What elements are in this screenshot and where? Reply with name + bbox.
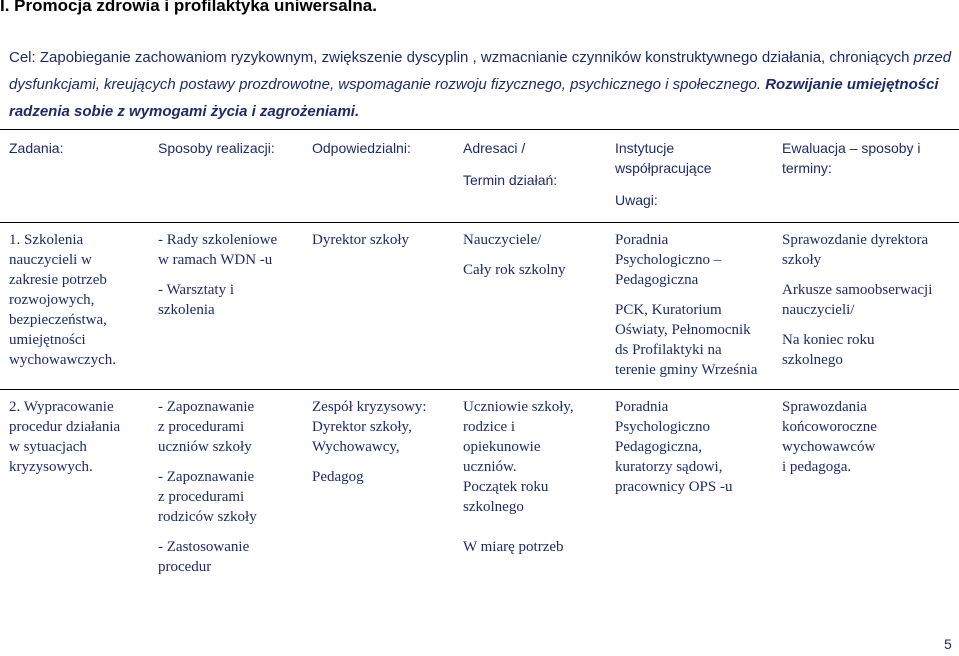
cell-line: współpracujące	[615, 160, 712, 176]
cell-line: - Zapoznawanie	[158, 469, 255, 485]
line-gap	[463, 250, 566, 260]
cell-line: wychowawczych.	[9, 352, 117, 368]
cell-line: kuratorzy sądowi,	[615, 459, 723, 475]
cell-line: zakresie potrzeb	[9, 272, 107, 288]
goal-part-1: Cel: Zapobieganie zachowaniom ryzykownym, zwiększenie dyscyplin , wzmacnianie czynników konstruktywnego działania, chroniących	[9, 49, 910, 66]
cell-line: szkolnego	[463, 499, 524, 515]
cell-line: i pedagoga.	[782, 459, 852, 475]
cell-line: - Warsztaty i	[158, 282, 234, 298]
cell-line: pracownicy OPS -u	[615, 479, 733, 495]
cell-line: nauczycieli w	[9, 252, 92, 268]
cell-line: terenie gminy Września	[615, 362, 758, 378]
cell-line: Pedagog	[312, 469, 364, 485]
cell-line: nauczycieli/	[782, 302, 855, 318]
cell-line: 2. Wypracowanie	[9, 399, 114, 415]
cell-line: Zespół kryzysowy:	[312, 399, 427, 415]
cell-line: Uwagi:	[615, 192, 658, 208]
header-audience	[463, 138, 557, 190]
cell-line: rozwojowych,	[9, 292, 95, 308]
cell-line: Początek roku	[463, 479, 549, 495]
cell-line: Sposoby realizacji:	[158, 140, 275, 156]
method-cell	[158, 230, 277, 320]
header-bottom-rule	[0, 222, 959, 223]
line-gap	[158, 270, 277, 280]
responsible-cell	[312, 230, 409, 250]
partners-cell	[615, 230, 757, 380]
line-gap	[463, 517, 574, 527]
line-gap	[782, 320, 932, 330]
cell-line: procedur	[158, 559, 212, 575]
header-evaluation	[782, 138, 921, 178]
cell-line: ds Profilaktyki na	[615, 342, 722, 358]
cell-line: Na koniec roku	[782, 332, 875, 348]
section-heading: I. Promocja zdrowia i profilaktyka uniwersalna.	[0, 0, 377, 15]
header-tasks	[9, 138, 63, 158]
cell-line: w ramach WDN -u	[158, 252, 273, 268]
cell-line: wychowawców	[782, 439, 876, 455]
cell-line: Dyrektor szkoły	[312, 232, 410, 248]
row-separator-rule	[0, 389, 959, 390]
header-responsible	[312, 138, 411, 158]
cell-line: uczniów szkoły	[158, 439, 252, 455]
cell-line: Sprawozdanie dyrektora	[782, 232, 929, 248]
line-gap	[615, 178, 712, 190]
cell-line: Oświaty, Pełnomocnik	[615, 322, 751, 338]
partners-cell	[615, 397, 732, 497]
cell-line: Instytucje	[615, 140, 675, 156]
cell-line: Psychologiczno	[615, 419, 710, 435]
cell-line: szkoły	[782, 252, 822, 268]
cell-line: Wychowawcy,	[312, 439, 400, 455]
goal-paragraph	[9, 44, 954, 125]
cell-line: Pedagogiczna,	[615, 439, 703, 455]
cell-line: umiejętności	[9, 332, 86, 348]
cell-line: z procedurami	[158, 489, 245, 505]
cell-line: uczniów.	[463, 459, 517, 475]
cell-line: Cały rok szkolny	[463, 262, 566, 278]
cell-line: - Rady szkoleniowe	[158, 232, 278, 248]
cell-line: Poradnia	[615, 232, 669, 248]
cell-line: Psychologiczno –	[615, 252, 722, 268]
header-top-rule	[0, 129, 959, 130]
page-number: 5	[944, 636, 952, 652]
cell-line: terminy:	[782, 160, 832, 176]
cell-line: W miarę potrzeb	[463, 539, 564, 555]
line-gap	[158, 527, 257, 537]
cell-line: 1. Szkolenia	[9, 232, 84, 248]
cell-line: Poradnia	[615, 399, 669, 415]
line-gap	[782, 270, 932, 280]
cell-line: z procedurami	[158, 419, 245, 435]
method-cell	[158, 397, 257, 577]
header-partners	[615, 138, 712, 210]
cell-line: - Zastosowanie	[158, 539, 250, 555]
cell-line: Nauczyciele/	[463, 232, 542, 248]
goal-part-3: Rozwijanie umiejętności radzenia sobie z wymogami życia i zagrożeniami.	[9, 76, 939, 120]
line-gap	[615, 290, 757, 300]
cell-line: końcoworoczne	[782, 419, 877, 435]
cell-line: Adresaci /	[463, 140, 526, 156]
cell-line: rodziców szkoły	[158, 509, 257, 525]
cell-line: Ewaluacja – sposoby i	[782, 140, 921, 156]
cell-line: PCK, Kuratorium	[615, 302, 722, 318]
evaluation-cell	[782, 397, 877, 477]
audience-cell	[463, 397, 574, 557]
cell-line: Pedagogiczna	[615, 272, 699, 288]
cell-line: - Zapoznawanie	[158, 399, 255, 415]
line-gap	[463, 158, 557, 170]
cell-line: Arkusze samoobserwacji	[782, 282, 933, 298]
line-gap	[158, 457, 257, 467]
task-cell	[9, 397, 120, 477]
cell-line: Zadania:	[9, 140, 64, 156]
cell-line: Termin działań:	[463, 172, 558, 188]
cell-line: Dyrektor szkoły,	[312, 419, 412, 435]
cell-line: szkolenia	[158, 302, 215, 318]
line-gap	[463, 527, 574, 537]
responsible-cell	[312, 397, 427, 487]
cell-line: Sprawozdania	[782, 399, 867, 415]
line-gap	[312, 457, 427, 467]
header-methods	[158, 138, 275, 158]
cell-line: opiekunowie	[463, 439, 541, 455]
cell-line: bezpieczeństwa,	[9, 312, 107, 328]
cell-line: kryzysowych.	[9, 459, 93, 475]
evaluation-cell	[782, 230, 932, 370]
cell-line: procedur działania	[9, 419, 121, 435]
task-cell	[9, 230, 116, 370]
cell-line: Odpowiedzialni:	[312, 140, 411, 156]
goal-part-2: przed dysfunkcjami, kreujących postawy prozdrowotne, wspomaganie rozwoju fizycznego, psychicznego i społecznego.	[9, 49, 952, 93]
cell-line: Uczniowie szkoły,	[463, 399, 574, 415]
audience-cell	[463, 230, 566, 280]
cell-line: rodzice i	[463, 419, 516, 435]
cell-line: szkolnego	[782, 352, 843, 368]
cell-line: w sytuacjach	[9, 439, 87, 455]
